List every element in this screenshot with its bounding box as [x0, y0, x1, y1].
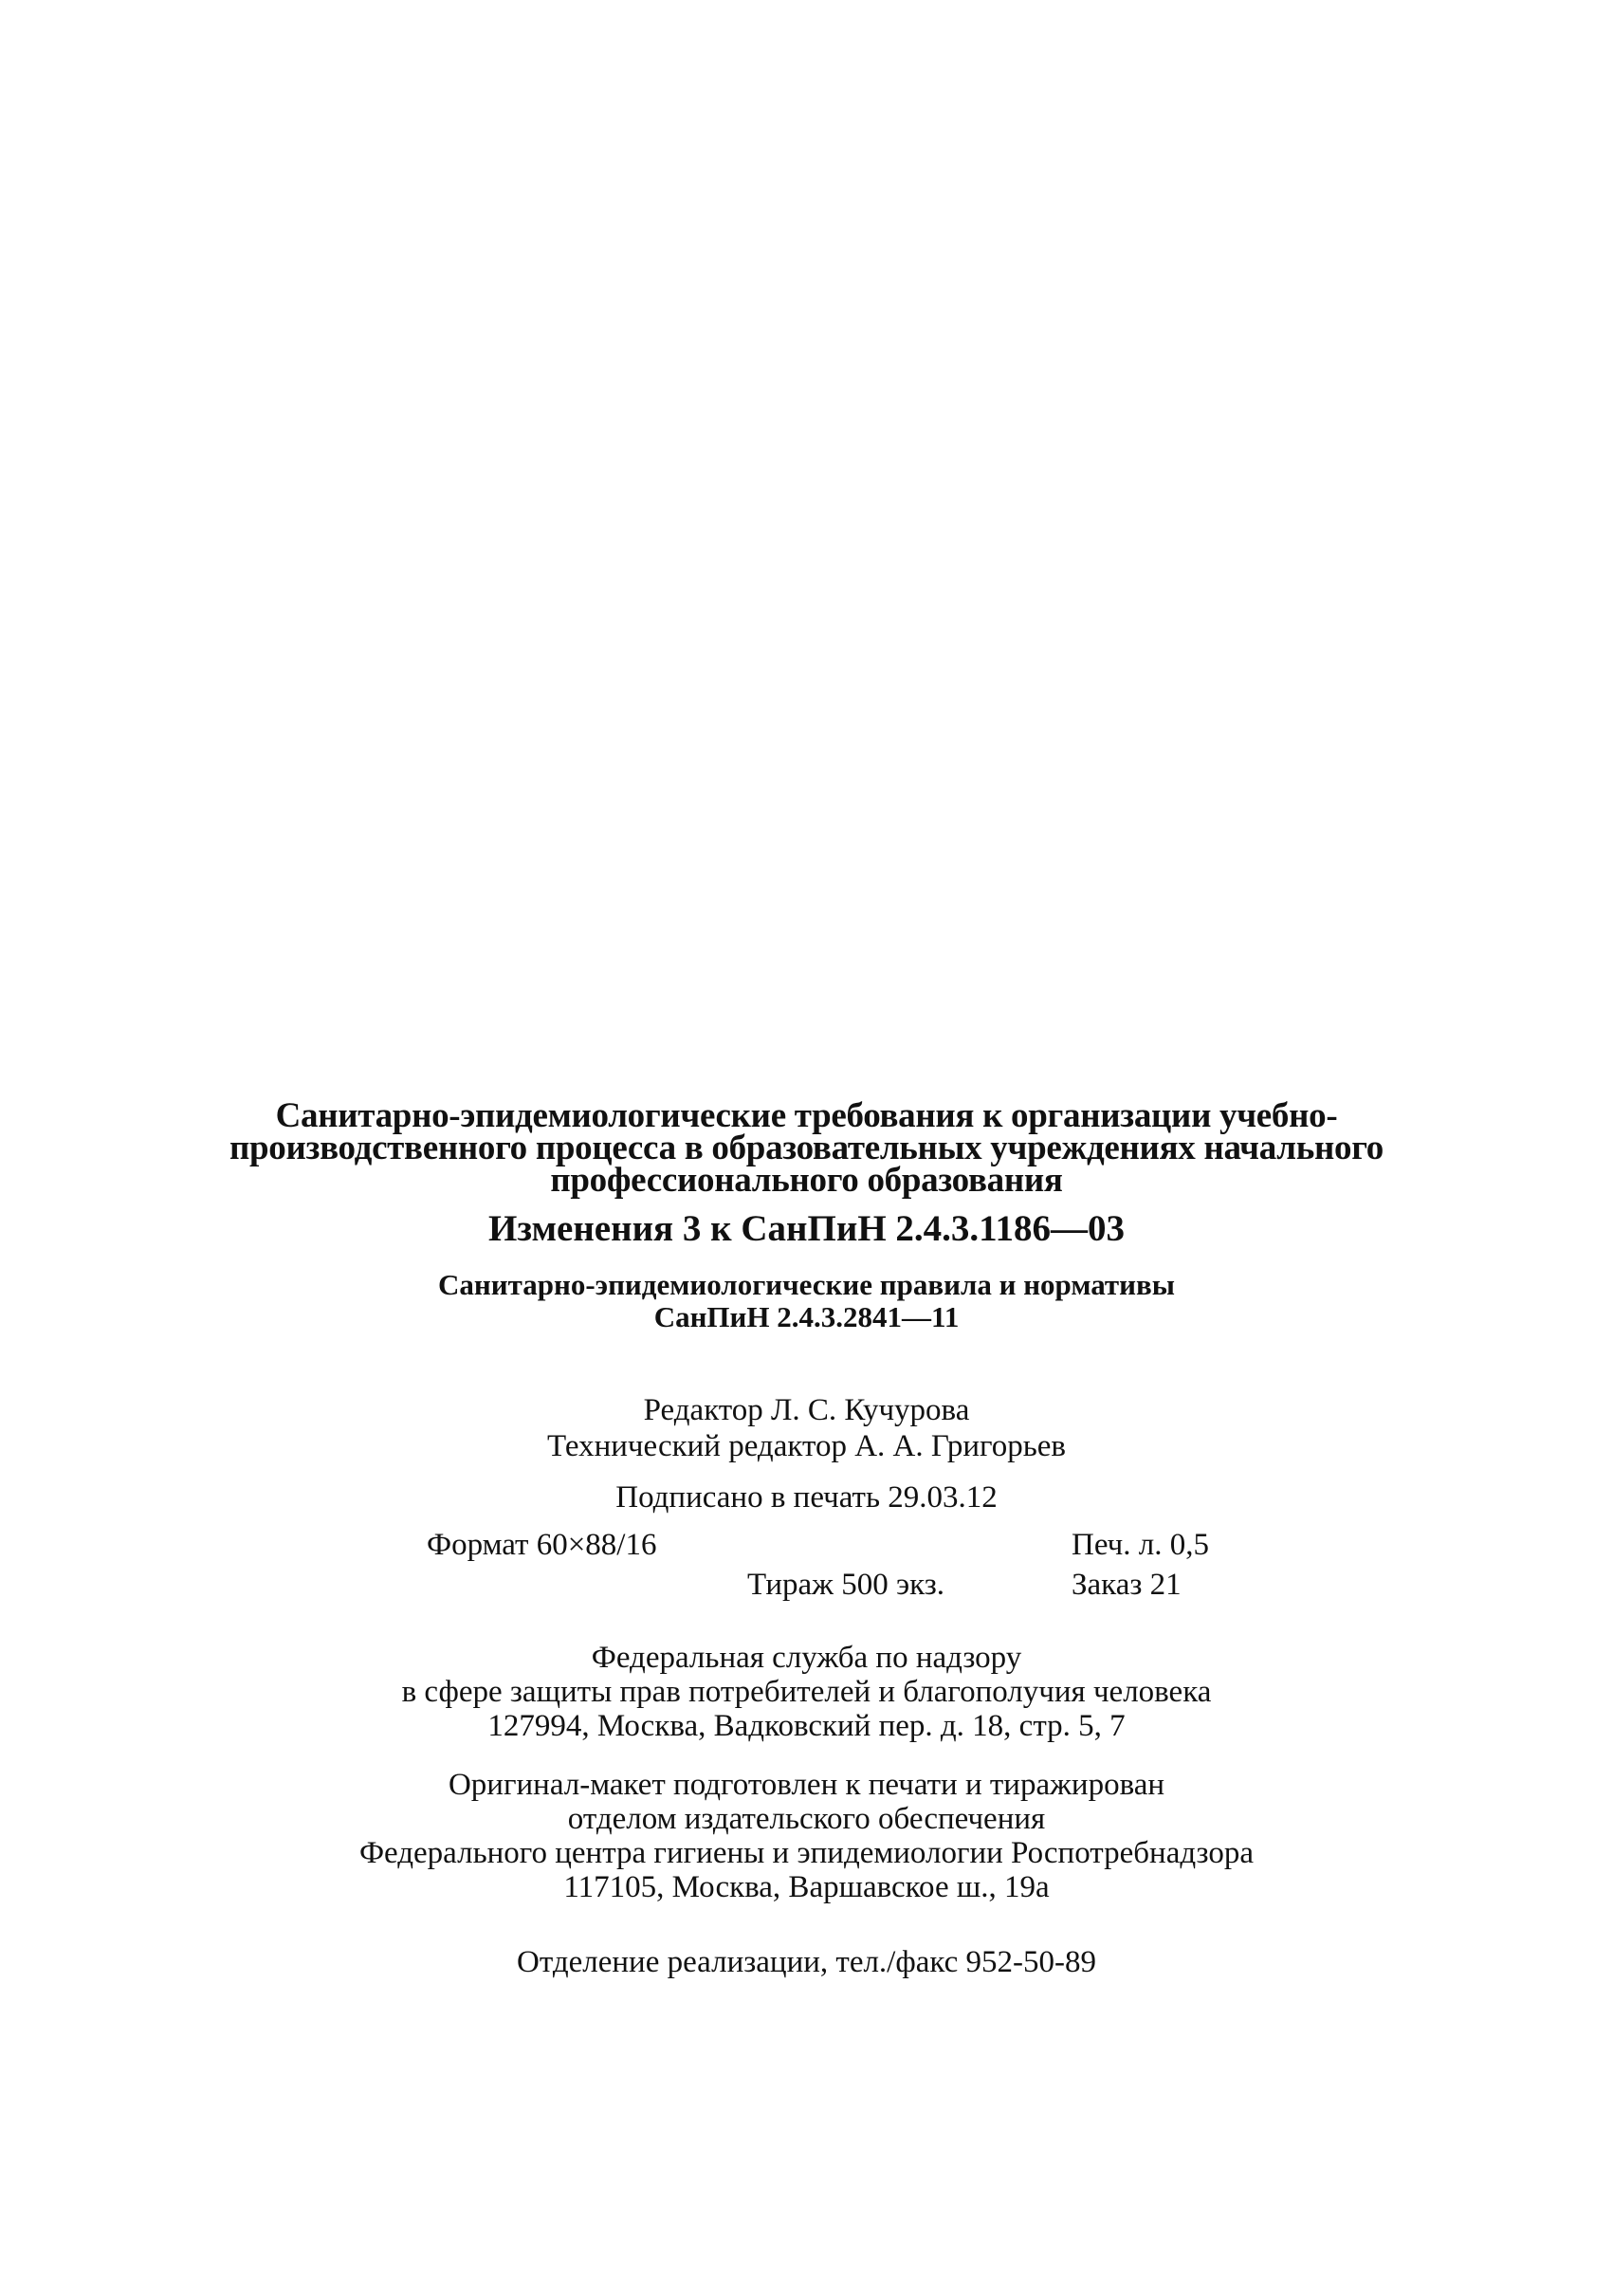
publisher-line: в сфере защиты прав потребителей и благополучия человека [401, 1675, 1212, 1709]
document-title [0, 1096, 1613, 1200]
changes-heading: Изменения 3 к СанПиН 2.4.3.1186—03 [488, 1208, 1125, 1249]
print-run-spec: Тираж 500 экз. [747, 1568, 944, 1602]
print-specs [0, 1527, 1613, 1608]
order-spec: Заказ 21 [1072, 1568, 1182, 1602]
layout-note-block [0, 1768, 1613, 1904]
layout-line: отделом издательского обеспечения [567, 1802, 1046, 1836]
layout-line: Оригинал-макет подготовлен к печати и тиражирован [448, 1768, 1165, 1802]
rules-line: СанПиН 2.4.3.2841—11 [653, 1300, 960, 1333]
title-line: Санитарно-эпидемиологические требования к организации учебно- [275, 1096, 1338, 1135]
rules-subtitle [0, 1269, 1613, 1333]
rules-line: Санитарно-эпидемиологические правила и нормативы [438, 1268, 1175, 1301]
publisher-address: 127994, Москва, Вадковский пер. д. 18, стр. 5, 7 [487, 1709, 1126, 1743]
sales-contact: Отделение реализации, тел./факс 952-50-89 [517, 1945, 1096, 1979]
signed-to-print: Подписано в печать 29.03.12 [615, 1480, 998, 1515]
format-spec: Формат 60×88/16 [427, 1528, 657, 1562]
title-line: профессионального образования [550, 1161, 1063, 1200]
editor-name: Редактор Л. С. Кучурова [643, 1393, 970, 1427]
publisher-line: Федеральная служба по надзору [591, 1641, 1022, 1675]
layout-line: Федерального центра гигиены и эпидемиологии Роспотребнадзора [358, 1836, 1255, 1870]
tech-editor-name: Технический редактор А. А. Григорьев [546, 1429, 1067, 1463]
editors-block [0, 1392, 1613, 1464]
imprint-block [0, 1096, 1613, 1980]
publisher-block [0, 1641, 1613, 1743]
print-sheets-spec: Печ. л. 0,5 [1072, 1528, 1209, 1562]
layout-address: 117105, Москва, Варшавское ш., 19а [563, 1870, 1050, 1904]
title-line: производственного процесса в образовательных учреждениях начального [229, 1129, 1384, 1167]
